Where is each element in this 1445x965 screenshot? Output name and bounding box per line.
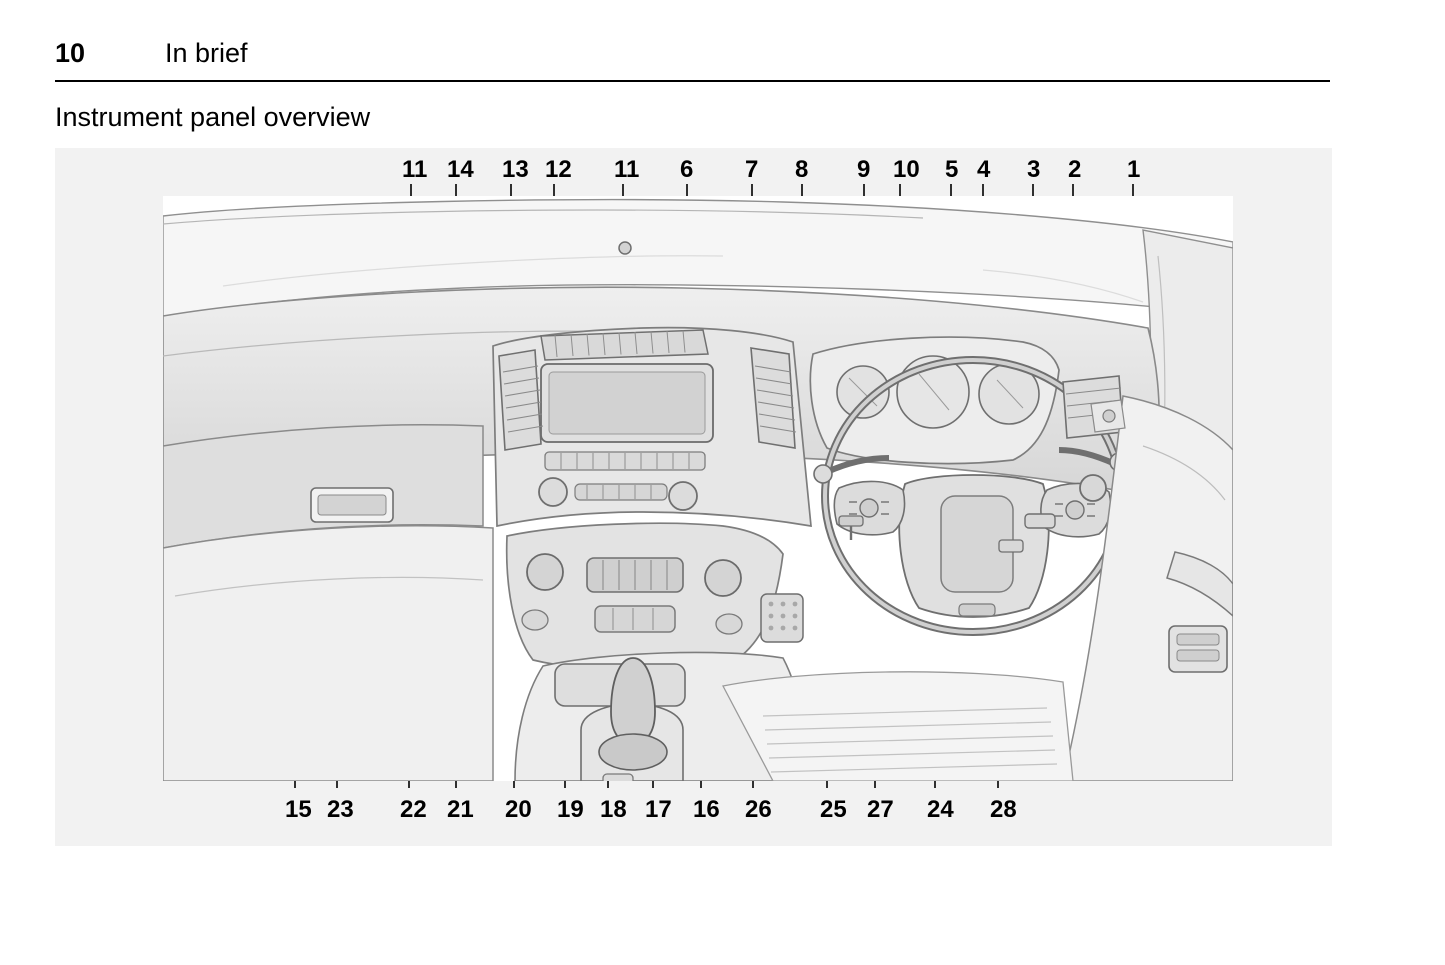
page-number: 10 [55, 38, 86, 68]
callout-bottom-22: 22 [400, 796, 427, 823]
callout-top-4: 4 [977, 156, 991, 183]
callout-top-10: 10 [893, 156, 920, 183]
callout-bottom-25: 25 [820, 796, 847, 823]
callout-bottom-18: 18 [600, 796, 627, 823]
dashboard-line-drawing [163, 196, 1233, 781]
callout-top-13: 13 [502, 156, 529, 183]
callout-bottom-20: 20 [505, 796, 532, 823]
callout-bottom-21: 21 [447, 796, 474, 823]
page-title: Instrument panel overview [55, 102, 371, 132]
callout-bottom-24: 24 [927, 796, 954, 823]
callout-top-8: 8 [795, 156, 809, 183]
callout-top-7: 7 [745, 156, 759, 183]
callout-top-11: 11 [402, 156, 428, 183]
callout-bottom-15: 15 [285, 796, 312, 823]
callout-top-6: 6 [680, 156, 694, 183]
callout-top-9: 9 [857, 156, 871, 183]
callout-top-14: 14 [447, 156, 474, 183]
callout-top-3: 3 [1027, 156, 1041, 183]
callout-bottom-16: 16 [693, 796, 720, 823]
callout-top-12: 12 [545, 156, 572, 183]
callout-bottom-17: 17 [645, 796, 672, 823]
callout-bottom-19: 19 [557, 796, 584, 823]
header-chapter-title: In brief [165, 38, 248, 68]
figure-instrument-panel [55, 148, 1332, 846]
callout-bottom-23: 23 [327, 796, 354, 823]
callout-bottom-26: 26 [745, 796, 772, 823]
callout-top-1: 1 [1127, 156, 1141, 183]
page-header [55, 38, 1330, 82]
callout-top-11: 11 [614, 156, 640, 183]
callout-bottom-28: 28 [990, 796, 1017, 823]
callout-top-5: 5 [945, 156, 959, 183]
callout-bottom-27: 27 [867, 796, 894, 823]
callout-top-2: 2 [1068, 156, 1082, 183]
